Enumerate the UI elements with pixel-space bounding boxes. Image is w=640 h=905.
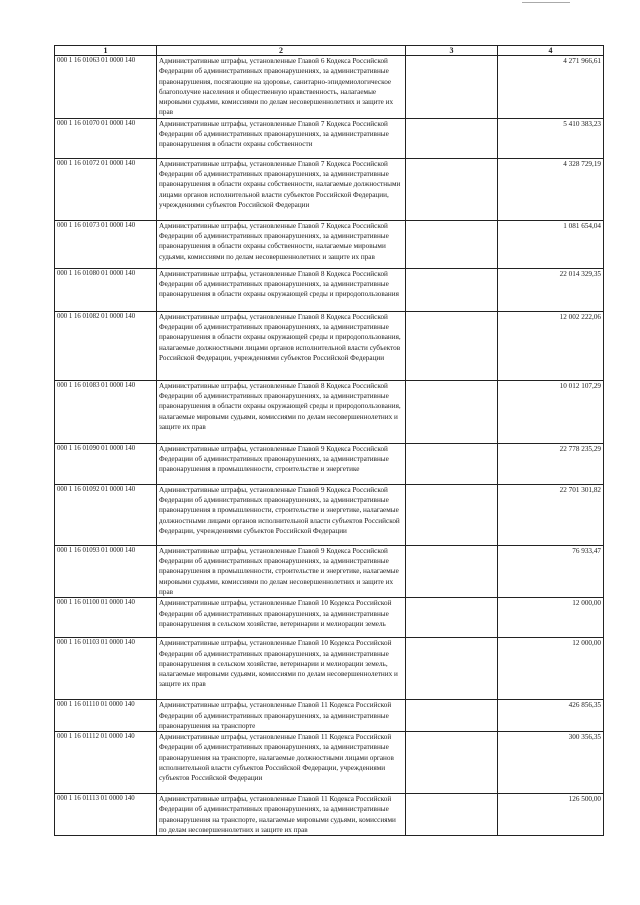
description-cell: Административные штрафы, установленные Главой 10 Кодекса Российской Федерации об административных правонарушениях, за административные правонарушения в сельском хозяйстве, ветеринарии и мелиорации земель xyxy=(157,598,406,638)
description-cell: Административные штрафы, установленные Главой 9 Кодекса Российской Федерации об административных правонарушениях, за административные правонарушения в промышленности, строительстве и энергетике, налагаемые должностными лицами органов исполнительной власти субъектов Российской Федерации, учреждениями субъектов Российской Федерации xyxy=(157,484,406,545)
amount-cell: 22 701 301,82 xyxy=(498,484,604,545)
table-row xyxy=(55,443,604,484)
table-row xyxy=(55,158,604,220)
table-row xyxy=(55,56,604,119)
table-row xyxy=(55,118,604,158)
code-cell: 000 1 16 01082 01 0000 140 xyxy=(55,311,157,380)
col3-cell xyxy=(406,484,498,545)
scan-mark xyxy=(522,2,570,4)
amount-cell: 4 271 966,61 xyxy=(498,56,604,119)
col3-cell xyxy=(406,794,498,836)
amount-cell: 300 356,35 xyxy=(498,732,604,794)
code-cell: 000 1 16 01073 01 0000 140 xyxy=(55,220,157,268)
amount-cell: 12 000,00 xyxy=(498,598,604,638)
amount-cell: 1 081 654,04 xyxy=(498,220,604,268)
code-cell: 000 1 16 01110 01 0000 140 xyxy=(55,700,157,732)
table-row xyxy=(55,545,604,597)
col3-cell xyxy=(406,598,498,638)
header-col-1: 1 xyxy=(55,46,157,56)
table-row xyxy=(55,638,604,700)
revenue-table xyxy=(54,45,604,836)
col3-cell xyxy=(406,700,498,732)
code-cell: 000 1 16 01113 01 0000 140 xyxy=(55,794,157,836)
code-cell: 000 1 16 01090 01 0000 140 xyxy=(55,443,157,484)
table-row xyxy=(55,794,604,836)
table-header-row xyxy=(55,46,604,56)
amount-cell: 4 328 729,19 xyxy=(498,158,604,220)
header-col-2: 2 xyxy=(157,46,406,56)
code-cell: 000 1 16 01103 01 0000 140 xyxy=(55,638,157,700)
col3-cell xyxy=(406,56,498,119)
code-cell: 000 1 16 01063 01 0000 140 xyxy=(55,56,157,119)
table-row xyxy=(55,484,604,545)
description-cell: Административные штрафы, установленные Главой 11 Кодекса Российской Федерации об административных правонарушениях, за административные правонарушения на транспорте xyxy=(157,700,406,732)
description-cell: Административные штрафы, установленные Главой 10 Кодекса Российской Федерации об административных правонарушениях, за административные правонарушения в сельском хозяйстве, ветеринарии и мелиорации земель, налагаемые мировыми судьями, комиссиями по делам несовершеннолетних и защите их прав xyxy=(157,638,406,700)
header-col-4: 4 xyxy=(498,46,604,56)
amount-cell: 5 410 383,23 xyxy=(498,118,604,158)
col3-cell xyxy=(406,638,498,700)
col3-cell xyxy=(406,158,498,220)
table-row xyxy=(55,311,604,380)
amount-cell: 426 856,35 xyxy=(498,700,604,732)
code-cell: 000 1 16 01092 01 0000 140 xyxy=(55,484,157,545)
description-cell: Административные штрафы, установленные Главой 8 Кодекса Российской Федерации об административных правонарушениях, за административные правонарушения в области охраны окружающей среды и природопользования xyxy=(157,268,406,311)
header-col-3: 3 xyxy=(406,46,498,56)
col3-cell xyxy=(406,220,498,268)
description-cell: Административные штрафы, установленные Главой 7 Кодекса Российской Федерации об административных правонарушениях, за административные правонарушения в области охраны собственности, налагаемые мировыми судьями, комиссиями по делам несовершеннолетних и защите их прав xyxy=(157,220,406,268)
description-cell: Административные штрафы, установленные Главой 6 Кодекса Российской Федерации об административных правонарушениях, за административные правонарушения, посягающие на здоровье, санитарно-эпидемиологическое благополучие населения и общественную нравственность, налагаемые мировыми судьями, комиссиями по делам несовершеннолетних и защите их прав xyxy=(157,56,406,119)
table-row xyxy=(55,268,604,311)
description-cell: Административные штрафы, установленные Главой 11 Кодекса Российской Федерации об административных правонарушениях, за административные правонарушения на транспорте, налагаемые должностными лицами органов исполнительной власти субъектов Российской Федерации, учреждениями субъектов Российской Федерации xyxy=(157,732,406,794)
code-cell: 000 1 16 01093 01 0000 140 xyxy=(55,545,157,597)
table-row xyxy=(55,598,604,638)
description-cell: Административные штрафы, установленные Главой 11 Кодекса Российской Федерации об административных правонарушениях, за административные правонарушения на транспорте, налагаемые мировыми судьями, комиссиями по делам несовершеннолетних и защите их прав xyxy=(157,794,406,836)
description-cell: Административные штрафы, установленные Главой 9 Кодекса Российской Федерации об административных правонарушениях, за административные правонарушения в промышленности, строительстве и энергетике, налагаемые мировыми судьями, комиссиями по делам несовершеннолетних и защите их прав xyxy=(157,545,406,597)
code-cell: 000 1 16 01072 01 0000 140 xyxy=(55,158,157,220)
amount-cell: 76 933,47 xyxy=(498,545,604,597)
col3-cell xyxy=(406,443,498,484)
table-row xyxy=(55,220,604,268)
amount-cell: 10 012 107,29 xyxy=(498,380,604,443)
code-cell: 000 1 16 01080 01 0000 140 xyxy=(55,268,157,311)
col3-cell xyxy=(406,311,498,380)
col3-cell xyxy=(406,268,498,311)
amount-cell: 12 000,00 xyxy=(498,638,604,700)
code-cell: 000 1 16 01083 01 0000 140 xyxy=(55,380,157,443)
description-cell: Административные штрафы, установленные Главой 9 Кодекса Российской Федерации об административных правонарушениях, за административные правонарушения в промышленности, строительстве и энергетике xyxy=(157,443,406,484)
amount-cell: 12 002 222,06 xyxy=(498,311,604,380)
col3-cell xyxy=(406,732,498,794)
col3-cell xyxy=(406,118,498,158)
description-cell: Административные штрафы, установленные Главой 8 Кодекса Российской Федерации об административных правонарушениях, за административные правонарушения в области охраны окружающей среды и природопользования, налагаемые мировыми судьями, комиссиями по делам несовершеннолетних и защите их прав xyxy=(157,380,406,443)
table-row xyxy=(55,700,604,732)
description-cell: Административные штрафы, установленные Главой 7 Кодекса Российской Федерации об административных правонарушениях, за административные правонарушения в области охраны собственности xyxy=(157,118,406,158)
col3-cell xyxy=(406,380,498,443)
code-cell: 000 1 16 01112 01 0000 140 xyxy=(55,732,157,794)
amount-cell: 126 500,00 xyxy=(498,794,604,836)
code-cell: 000 1 16 01070 01 0000 140 xyxy=(55,118,157,158)
code-cell: 000 1 16 01100 01 0000 140 xyxy=(55,598,157,638)
amount-cell: 22 778 235,29 xyxy=(498,443,604,484)
table-row xyxy=(55,380,604,443)
description-cell: Административные штрафы, установленные Главой 7 Кодекса Российской Федерации об административных правонарушениях, за административные правонарушения в области охраны собственности, налагаемые должностными лицами органов исполнительной власти субъектов Российской Федерации, учреждениями субъектов Российской Федерации xyxy=(157,158,406,220)
amount-cell: 22 014 329,35 xyxy=(498,268,604,311)
description-cell: Административные штрафы, установленные Главой 8 Кодекса Российской Федерации об административных правонарушениях, за административные правонарушения в области охраны окружающей среды и природопользования, налагаемые должностными лицами органов исполнительной власти субъектов Российской Федерации, учреждениями субъектов Российской Федерации xyxy=(157,311,406,380)
col3-cell xyxy=(406,545,498,597)
table-row xyxy=(55,732,604,794)
